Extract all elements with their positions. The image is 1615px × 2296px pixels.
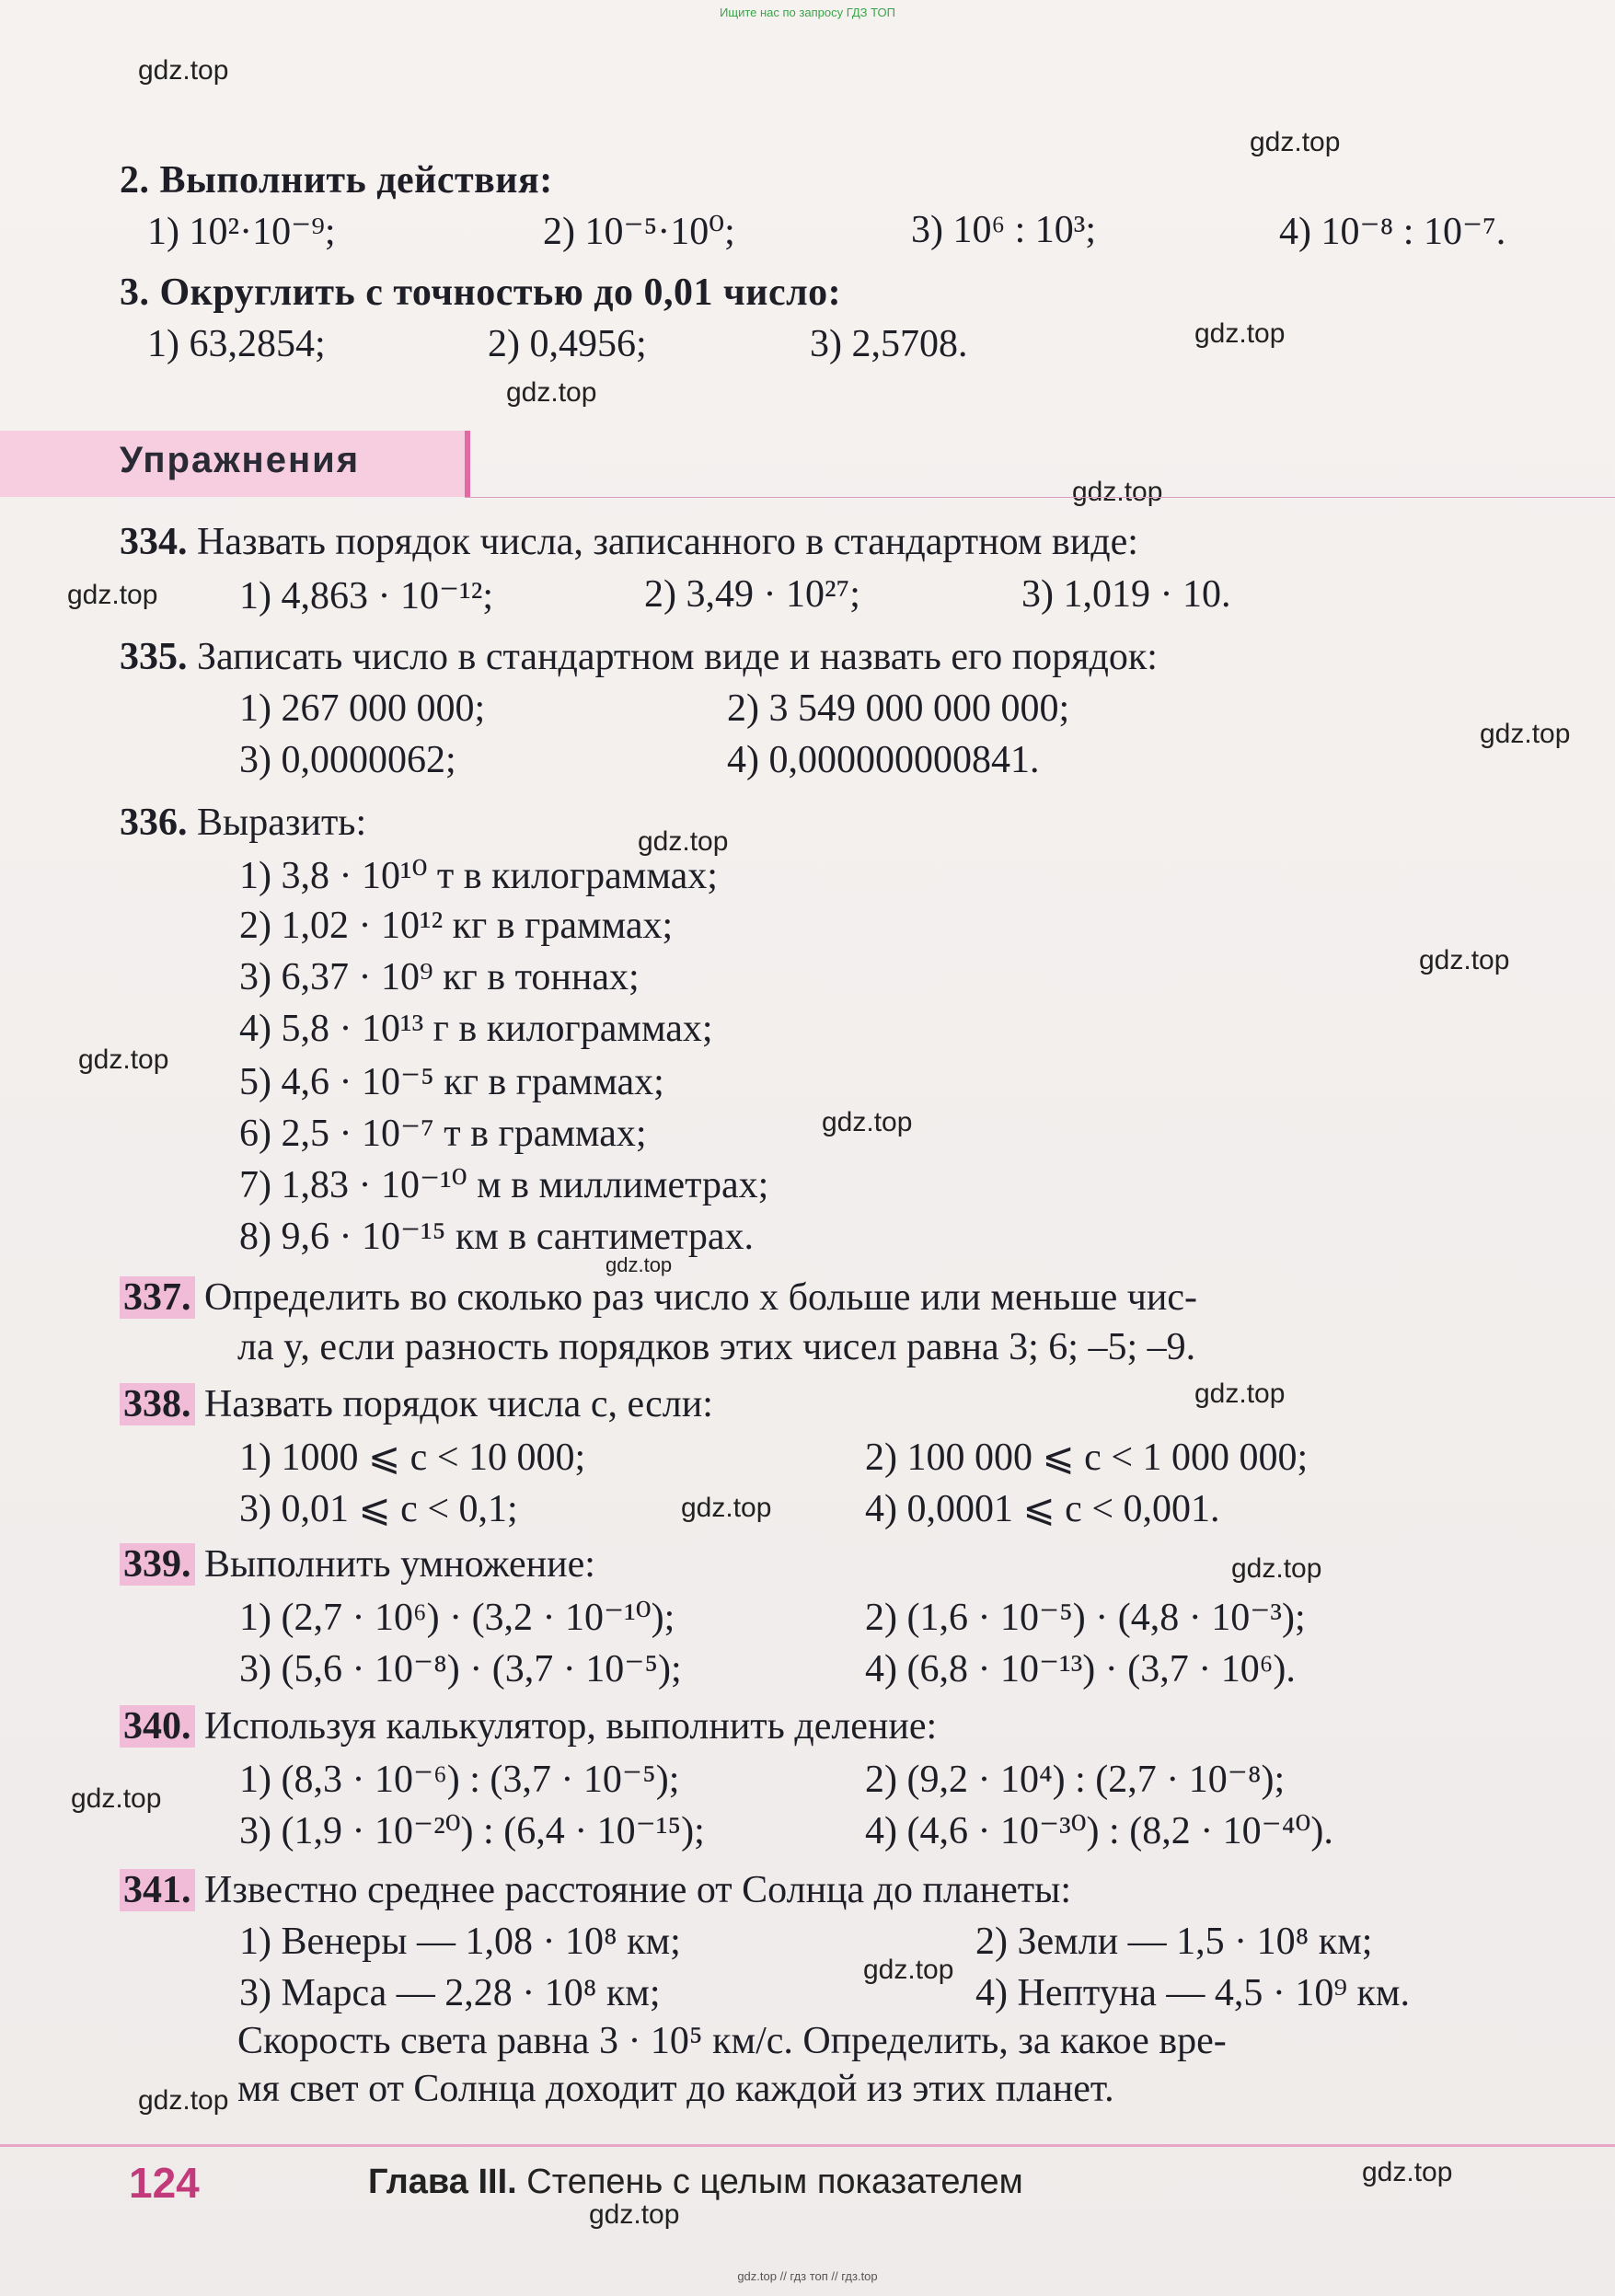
watermark: gdz.top [506,377,597,408]
exercise-335-line [120,635,1158,679]
watermark: gdz.top [1231,1553,1322,1584]
exercise-number: 338. [120,1383,195,1425]
watermark: gdz.top [138,2085,229,2116]
watermark: gdz.top [638,826,729,857]
watermark: gdz.top [1362,2157,1453,2187]
watermark: gdz.top [681,1493,772,1523]
exercise-number: 340. [120,1705,195,1748]
task-2-title: 2. Выполнить действия: [120,159,553,202]
watermark: gdz.top [1194,318,1286,349]
exercise-340-line [120,1704,937,1748]
exercise-text: Выполнить умножение: [204,1543,595,1586]
exercise-339-item: 4) (6,8 · 10⁻¹³) · (3,7 · 10⁶). [865,1648,1296,1690]
exercise-341-item: 2) Земли — 1,5 · 10⁸ км; [975,1921,1373,1963]
exercise-339-item: 3) (5,6 · 10⁻⁸) · (3,7 · 10⁻⁵); [239,1648,682,1690]
exercise-338-item: 3) 0,01 ⩽ c < 0,1; [239,1488,518,1530]
exercise-335-item: 4) 0,000000000841. [727,739,1040,781]
exercise-339-item: 2) (1,6 · 10⁻⁵) · (4,8 · 10⁻³); [865,1597,1306,1639]
exercise-337-line [120,1275,1197,1320]
exercise-text: Используя калькулятор, выполнить деление: [204,1705,938,1748]
watermark: gdz.top [67,580,158,610]
watermark: gdz.top [138,55,229,86]
exercise-335-item: 1) 267 000 000; [239,687,486,730]
exercise-341-item: 4) Нептуна — 4,5 · 10⁹ км. [975,1972,1410,2014]
watermark: gdz.top [78,1044,169,1075]
exercise-338-line [120,1382,713,1426]
exercise-341-text: мя свет от Солнца доходит до каждой из этих планет. [237,2068,1114,2110]
task-3-item: 3) 2,5708. [810,323,968,365]
task-3-item: 2) 0,4956; [488,323,647,365]
exercise-number: 337. [120,1276,195,1319]
exercise-336-line [120,801,366,845]
chapter-running-head [368,2163,1023,2202]
exercise-number: 341. [120,1869,195,1911]
watermark: gdz.top [589,2199,680,2230]
exercise-341-item: 3) Марса — 2,28 · 10⁸ км; [239,1972,661,2014]
task-2-item: 1) 10²·10⁻⁹; [147,211,336,253]
exercise-number: 334. [120,521,188,563]
exercise-334-line [120,520,1138,564]
exercise-338-item: 4) 0,0001 ⩽ c < 0,001. [865,1488,1220,1530]
exercise-339-line [120,1542,595,1586]
exercise-text: Назвать порядок числа c, если: [204,1383,713,1425]
exercise-339-item: 1) (2,7 · 10⁶) · (3,2 · 10⁻¹⁰); [239,1597,675,1639]
exercise-text: Записать число в стандартном виде и назвать его порядок: [197,636,1158,678]
exercise-336-item: 4) 5,8 · 10¹³ г в килограммах; [239,1008,713,1050]
exercise-text: Выразить: [197,802,367,844]
exercise-text: Назвать порядок числа, записанного в стандартном виде: [197,521,1138,563]
chapter-title: Степень с целым показателем [526,2163,1023,2201]
exercise-338-item: 2) 100 000 ⩽ c < 1 000 000; [865,1436,1309,1479]
watermark: gdz.top [1480,719,1571,749]
exercise-340-item: 1) (8,3 · 10⁻⁶) : (3,7 · 10⁻⁵); [239,1759,680,1801]
exercise-341-text: Скорость света равна 3 · 10⁵ км/с. Определить, за какое вре- [237,2020,1227,2062]
exercise-336-item: 5) 4,6 · 10⁻⁵ кг в граммах; [239,1061,664,1103]
exercise-335-item: 3) 0,0000062; [239,739,456,781]
exercise-334-item: 3) 1,019 · 10. [1021,573,1231,616]
chapter-label: Глава III. [368,2163,517,2201]
watermark: gdz.top [1419,945,1510,975]
exercise-text: Определить во сколько раз число x больше или меньше чис- [204,1276,1197,1319]
exercise-334-item: 1) 4,863 · 10⁻¹²; [239,575,493,617]
exercise-336-item: 6) 2,5 · 10⁻⁷ т в граммах; [239,1113,647,1155]
exercise-number: 336. [120,802,188,844]
exercise-335-item: 2) 3 549 000 000 000; [727,687,1070,730]
watermark: gdz.top [1194,1379,1286,1409]
exercise-340-item: 4) (4,6 · 10⁻³⁰) : (8,2 · 10⁻⁴⁰). [865,1810,1333,1852]
exercise-341-line [120,1868,1071,1912]
exercise-336-item: 8) 9,6 · 10⁻¹⁵ км в сантиметрах. [239,1216,755,1258]
exercise-number: 339. [120,1543,195,1586]
exercise-number: 335. [120,636,188,678]
task-2-item: 4) 10⁻⁸ : 10⁻⁷. [1279,211,1506,253]
bottom-note: gdz.top // гдз топ // гдз.top [737,2269,878,2283]
exercise-341-item: 1) Венеры — 1,08 · 10⁸ км; [239,1921,681,1963]
top-note: Ищите нас по запросу ГДЗ ТОП [720,6,895,19]
watermark: gdz.top [822,1107,913,1137]
exercise-336-item: 1) 3,8 · 10¹⁰ т в килограммах; [239,855,718,897]
footer-rule [0,2144,1615,2147]
section-divider [465,497,1615,498]
exercise-340-item: 2) (9,2 · 10⁴) : (2,7 · 10⁻⁸); [865,1759,1286,1801]
task-2-item: 2) 10⁻⁵·10⁰; [543,211,735,253]
watermark: gdz.top [71,1783,162,1814]
exercise-336-item: 2) 1,02 · 10¹² кг в граммах; [239,905,674,947]
exercise-337-text: ла y, если разность порядков этих чисел равна 3; 6; –5; –9. [237,1326,1196,1368]
exercise-text: Известно среднее расстояние от Солнца до планеты: [204,1869,1071,1911]
task-3-item: 1) 63,2854; [147,323,326,365]
exercise-336-item: 7) 1,83 · 10⁻¹⁰ м в миллиметрах; [239,1164,769,1206]
exercise-334-item: 2) 3,49 · 10²⁷; [644,573,860,616]
watermark: gdz.top [863,1955,954,1985]
task-2-item: 3) 10⁶ : 10³; [911,209,1097,251]
exercise-340-item: 3) (1,9 · 10⁻²⁰) : (6,4 · 10⁻¹⁵); [239,1810,705,1852]
exercise-336-item: 3) 6,37 · 10⁹ кг в тоннах; [239,956,640,998]
watermark: gdz.top [1250,127,1341,157]
watermark: gdz.top [606,1253,673,1276]
task-3-title: 3. Округлить с точностью до 0,01 число: [120,271,842,314]
section-title: Упражнения [120,440,361,480]
watermark: gdz.top [1072,477,1163,507]
exercise-338-item: 1) 1000 ⩽ c < 10 000; [239,1436,586,1479]
page-number: 124 [129,2159,200,2207]
